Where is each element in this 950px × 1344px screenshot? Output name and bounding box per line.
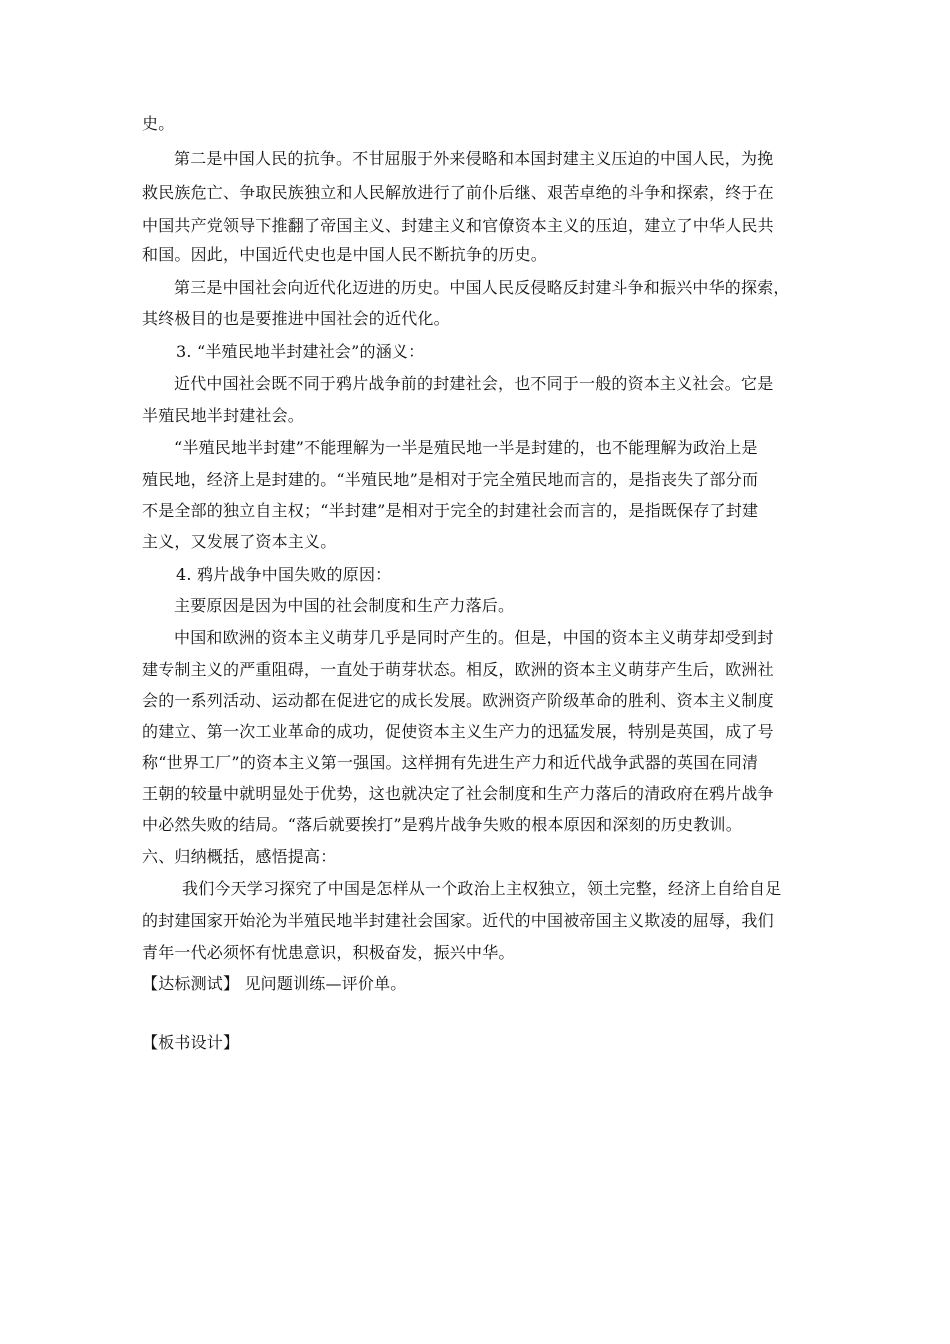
text-line: 我们今天学习探究了中国是怎样从一个政治上主权独立，领土完整，经济上自给自足 <box>182 879 782 898</box>
text-line: 第三是中国社会向近代化迈进的历史。中国人民反侵略反封建斗争和振兴中华的探索， <box>174 278 790 297</box>
board-design-label: 【板书设计】 <box>142 1033 240 1052</box>
text-line: 救民族危亡、争取民族独立和人民解放进行了前仆后继、艰苦卓绝的斗争和探索，终于在 <box>142 183 774 202</box>
text-line: 中国共产党领导下推翻了帝国主义、封建主义和官僚资本主义的压迫，建立了中华人民共 <box>142 216 774 235</box>
text-line: 称“世界工厂”的资本主义第一强国。这样拥有先进生产力和近代战争武器的英国在同清 <box>142 753 759 772</box>
text-line: 主要原因是因为中国的社会制度和生产力落后。 <box>174 596 515 615</box>
text-line: 中必然失败的结局。“落后就要挨打”是鸦片战争失败的根本原因和深刻的历史教训。 <box>142 815 742 834</box>
text-line: 建专制主义的严重阻碍，一直处于萌芽状态。相反，欧洲的资本主义萌芽产生后，欧洲社 <box>142 660 774 679</box>
text-line: 青年一代必须怀有忧患意识，积极奋发，振兴中华。 <box>142 943 515 962</box>
text-line: 不是全部的独立自主权；“半封建”是相对于完全的封建社会而言的，是指既保存了封建 <box>142 501 759 520</box>
text-line: 近代中国社会既不同于鸦片战争前的封建社会，也不同于一般的资本主义社会。它是 <box>174 374 774 393</box>
section-heading: 3. “半殖民地半封建社会”的涵义： <box>176 342 425 361</box>
text-line: 第二是中国人民的抗争。不甘屈服于外来侵略和本国封建主义压迫的中国人民，为挽 <box>174 149 774 168</box>
text-line: 主义，又发展了资本主义。 <box>142 532 337 551</box>
text-line: “半殖民地半封建”不能理解为一半是殖民地一半是封建的，也不能理解为政治上是 <box>174 438 758 457</box>
text-line: 的建立、第一次工业革命的成功，促使资本主义生产力的迅猛发展，特别是英国，成了号 <box>142 722 774 741</box>
section-heading: 六、归纳概括，感悟提高： <box>142 847 337 866</box>
text-line: 和国。因此，中国近代史也是中国人民不断抗争的历史。 <box>142 245 548 264</box>
section-heading: 4. 鸦片战争中国失败的原因： <box>176 565 392 584</box>
text-line: 殖民地，经济上是封建的。“半殖民地”是相对于完全殖民地而言的，是指丧失了部分而 <box>142 470 759 489</box>
test-section-label: 【达标测试】 见问题训练—评价单。 <box>142 974 407 993</box>
text-line: 史。 <box>142 114 175 133</box>
text-line: 中国和欧洲的资本主义萌芽几乎是同时产生的。但是，中国的资本主义萌芽却受到封 <box>174 628 774 647</box>
text-line: 半殖民地半封建社会。 <box>142 406 305 425</box>
text-line: 其终极目的也是要推进中国社会的近代化。 <box>142 309 450 328</box>
text-line: 会的一系列活动、运动都在促进它的成长发展。欧洲资产阶级革命的胜利、资本主义制度 <box>142 691 774 710</box>
text-line: 王朝的较量中就明显处于优势，这也就决定了社会制度和生产力落后的清政府在鸦片战争 <box>142 784 774 803</box>
text-line: 的封建国家开始沦为半殖民地半封建社会国家。近代的中国被帝国主义欺凌的屈辱，我们 <box>142 911 774 930</box>
